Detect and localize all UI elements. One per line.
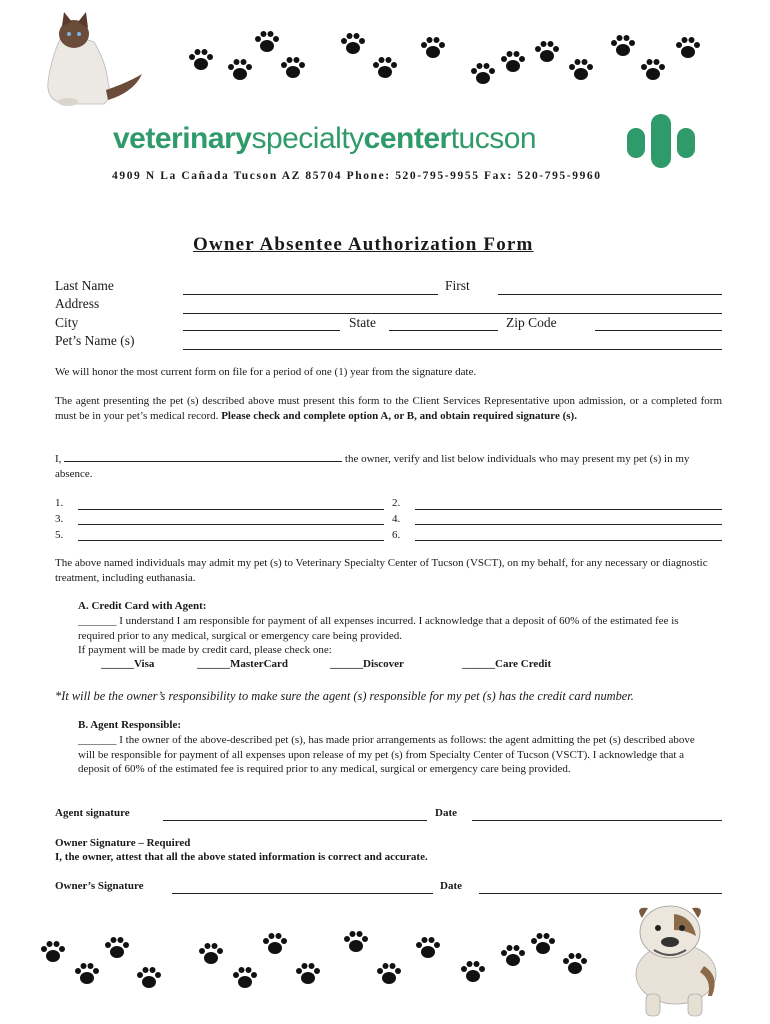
paw-print-icon: [640, 58, 666, 82]
agent-signature-field[interactable]: [163, 820, 427, 821]
paw-print-icon: [280, 56, 306, 80]
logo-word-3: center: [363, 122, 451, 155]
individual-1-number: 1.: [55, 497, 64, 509]
owner-date-field[interactable]: [479, 893, 722, 894]
paw-print-icon: [254, 30, 280, 54]
paw-print-icon: [295, 962, 321, 986]
paw-print-icon: [136, 966, 162, 990]
admit-text: The above named individuals may admit my pet (s) to Veterinary Specialty Center of Tucson (VSCT), on my behalf, for any necessary or diagnostic treatment, including euthanasia.: [55, 557, 708, 584]
paw-print-icon: [376, 962, 402, 986]
card-care-credit-option[interactable]: ______Care Credit: [462, 658, 552, 670]
owner-verify-text: the owner, verify and list below individuals who may present my pet (s) in my absence.: [55, 453, 690, 480]
owner-signature-required: Owner Signature – Required: [55, 837, 191, 849]
city-field[interactable]: [183, 330, 340, 331]
card-visa-option[interactable]: ______Visa: [101, 658, 155, 670]
owner-attest-text: I, the owner, attest that all the above stated information is correct and accurate.: [55, 851, 428, 863]
paw-print-icon: [340, 32, 366, 56]
city-label: City: [55, 315, 79, 330]
individual-5-field[interactable]: [78, 540, 384, 541]
state-field[interactable]: [389, 330, 498, 331]
option-b-heading: B. Agent Responsible:: [78, 719, 181, 731]
paw-print-icon: [188, 48, 214, 72]
individual-4-field[interactable]: [415, 524, 722, 525]
zip-label: Zip Code: [506, 315, 557, 330]
card-discover-option[interactable]: ______Discover: [330, 658, 404, 670]
clinic-logo: [113, 122, 536, 156]
option-a-text: _______ I understand I am responsible for payment of all expenses incurred. I acknowledge that a deposit of 60% of the estimated fee is required prior to any medical, surgical or emergency care being provided.: [78, 615, 679, 642]
zip-field[interactable]: [595, 330, 722, 331]
paw-print-icon: [40, 940, 66, 964]
owner-signature-label: Owner’s Signature: [55, 880, 144, 892]
paw-print-icon: [262, 932, 288, 956]
logo-word-1: veterinary: [113, 122, 252, 155]
agent-instruction-plain: The agent presenting the pet (s) described above must present this form to the Client Services Representative upon admission, or a completed form must be in your pet’s medical record.: [55, 395, 722, 422]
paw-print-icon: [198, 942, 224, 966]
individual-6-field[interactable]: [415, 540, 722, 541]
paw-print-icon: [372, 56, 398, 80]
individual-4-number: 4.: [392, 513, 401, 525]
option-a-card-instruction: If payment will be made by credit card, please check one:: [78, 644, 332, 656]
last-name-label: Last Name: [55, 278, 114, 293]
agent-date-label: Date: [435, 807, 457, 819]
paw-print-icon: [562, 952, 588, 976]
paw-print-icon: [74, 962, 100, 986]
address-label: Address: [55, 296, 100, 311]
pets-name-label: Pet’s Name (s): [55, 333, 135, 348]
logo-word-2: specialty: [251, 122, 364, 155]
paw-print-icon: [232, 966, 258, 990]
paw-print-icon: [460, 960, 486, 984]
individual-5-number: 5.: [55, 529, 64, 541]
paw-print-icon: [500, 50, 526, 74]
logo-word-4: tucson: [450, 122, 537, 155]
paw-print-icon: [610, 34, 636, 58]
first-name-label: First: [445, 278, 470, 293]
paw-print-icon: [500, 944, 526, 968]
paw-print-icon: [420, 36, 446, 60]
first-name-field[interactable]: [498, 294, 722, 295]
state-label: State: [349, 315, 376, 330]
agent-signature-label: Agent signature: [55, 807, 130, 819]
card-mastercard-option[interactable]: ______MasterCard: [197, 658, 289, 670]
agent-date-field[interactable]: [472, 820, 722, 821]
honor-text: We will honor the most current form on file for a period of one (1) year from the signature date.: [55, 366, 477, 378]
paw-print-icon: [343, 930, 369, 954]
form-title: Owner Absentee Authorization Form: [193, 234, 534, 255]
individual-1-field[interactable]: [78, 509, 384, 510]
paw-print-icon: [568, 58, 594, 82]
individual-3-field[interactable]: [78, 524, 384, 525]
individual-6-number: 6.: [392, 529, 401, 541]
paw-print-icon: [104, 936, 130, 960]
owner-verify-prefix: I,: [55, 453, 65, 465]
last-name-field[interactable]: [183, 294, 438, 295]
credit-card-note: *It will be the owner’s responsibility to make sure the agent (s) responsible for my pet (s) has the credit card number.: [55, 689, 634, 703]
paw-print-icon: [470, 62, 496, 86]
individual-2-field[interactable]: [415, 509, 722, 510]
individual-3-number: 3.: [55, 513, 64, 525]
owner-signature-field[interactable]: [172, 893, 433, 894]
clinic-address: 4909 N La Cañada Tucson AZ 85704 Phone: 520-795-9955 Fax: 520-795-9960: [112, 170, 602, 182]
option-a-heading: A. Credit Card with Agent:: [78, 600, 207, 612]
agent-instruction: [55, 394, 722, 423]
address-field[interactable]: [183, 313, 722, 314]
paw-print-icon: [675, 36, 701, 60]
clinic-logo-mark: [627, 112, 699, 170]
paw-print-icon: [415, 936, 441, 960]
option-b-text: _______ I the owner of the above-described pet (s), has made prior arrangements as follows: the agent admitting the pet (s) described above will be responsible for payment of all expenses upon release of my pet (s) from Specialty Center of Tucson (VSCT). I acknowledge that a deposit of 60% of the estimated fee is required prior to any medical, surgical or emergency care being provided.: [78, 734, 695, 776]
cat-photo: [34, 12, 144, 108]
paw-print-icon: [227, 58, 253, 82]
owner-verify: [55, 452, 722, 481]
bulldog-photo: [612, 896, 740, 1020]
agent-instruction-bold: Please check and complete option A, or B, and obtain required signature (s).: [221, 409, 577, 422]
owner-date-label: Date: [440, 880, 462, 892]
paw-print-icon: [534, 40, 560, 64]
owner-name-field[interactable]: [64, 452, 342, 462]
pets-name-field[interactable]: [183, 349, 722, 350]
paw-print-icon: [530, 932, 556, 956]
individual-2-number: 2.: [392, 497, 401, 509]
